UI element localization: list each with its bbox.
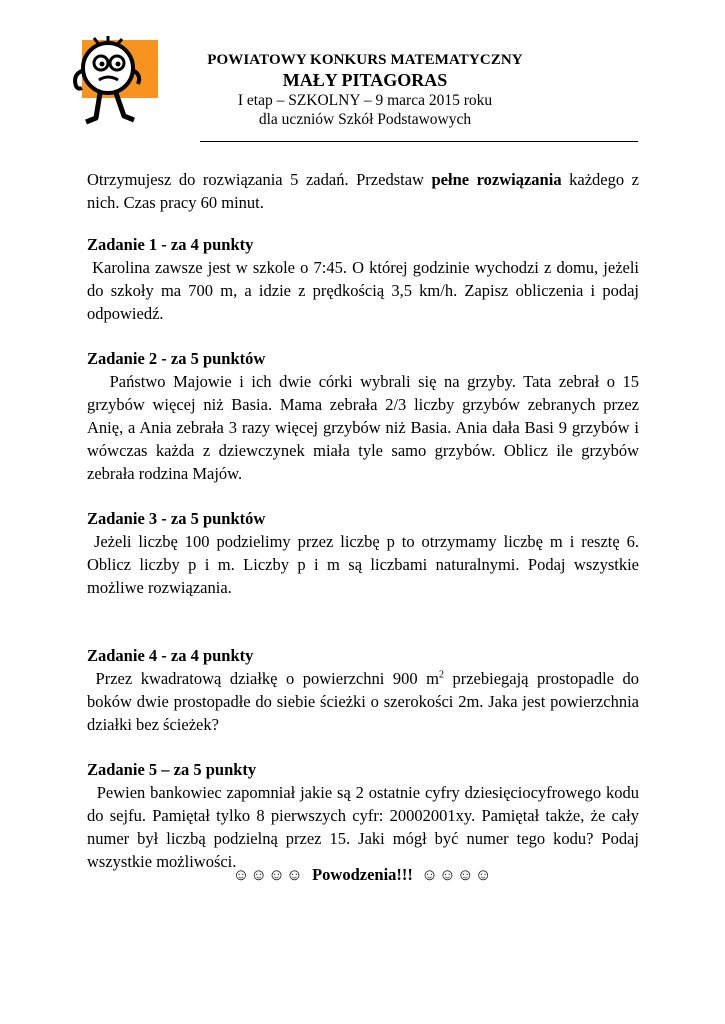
task-1-title: Zadanie 1 - za 4 punkty bbox=[87, 235, 254, 254]
task-1 bbox=[87, 233, 644, 325]
task-5-title: Zadanie 5 – za 5 punkty bbox=[87, 760, 257, 779]
instructions-text-end: każdego z nich. Czas pracy 60 minut. bbox=[87, 170, 639, 212]
contest-name: POWIATOWY KONKURS MATEMATYCZNY bbox=[207, 52, 523, 68]
task-3-text: Jeżeli liczbę 100 podzielimy przez liczbę p to otrzymamy liczbę m i resztę 6. Oblicz liczby p i m. Liczby p i m są liczbami naturalnymi. Podaj wszystkie możliwe rozwiązania. bbox=[87, 532, 644, 597]
instructions bbox=[87, 168, 639, 214]
pitagoras-mascot-icon bbox=[68, 36, 168, 131]
task-4 bbox=[87, 644, 644, 736]
header-divider bbox=[200, 141, 638, 142]
task-2-title: Zadanie 2 - za 5 punktów bbox=[87, 349, 266, 368]
smiley-icons-right: ☺☺☺☺ bbox=[421, 865, 493, 884]
task-4-text-end: przebiegają prostopadle do boków dwie prostopadłe do siebie ścieżki o szerokości 2m. Jaka jest powierzchnia działki bez ścieżek? bbox=[87, 669, 644, 734]
instructions-emphasis: pełne rozwiązania bbox=[431, 170, 562, 189]
good-luck-footer bbox=[0, 865, 725, 885]
task-sheet bbox=[87, 168, 644, 873]
contest-header bbox=[190, 52, 540, 129]
contest-audience: dla uczniów Szkół Podstawowych bbox=[258, 111, 472, 128]
task-2 bbox=[87, 347, 644, 485]
task-5-text: Pewien bankowiec zapomniał jakie są 2 ostatnie cyfry dziesięciocyfrowego kodu do sejfu. Pamiętał tylko 8 pierwszych cyfr: 20002001xy. Pamiętał także, że cały numer był liczbą podzielną przez 15. Jaki mógł być numer tego kodu? Podaj wszystkie możliwości. bbox=[87, 783, 644, 871]
task-4-text-start: Przez kwadratową działkę o powierzchni 900 m bbox=[87, 669, 439, 688]
good-luck-text: Powodzenia!!! bbox=[312, 865, 413, 884]
task-4-title: Zadanie 4 - za 4 punkty bbox=[87, 646, 254, 665]
smiley-icons-left: ☺☺☺☺ bbox=[232, 865, 304, 884]
instructions-text: Otrzymujesz do rozwiązania 5 zadań. Przedstaw bbox=[87, 170, 432, 189]
contest-title: MAŁY PITAGORAS bbox=[282, 70, 448, 90]
task-4-text bbox=[87, 667, 644, 736]
task-3 bbox=[87, 507, 644, 599]
task-4-exponent: 2 bbox=[438, 669, 444, 681]
task-2-text: Państwo Majowie i ich dwie córki wybrali się na grzyby. Tata zebrał o 15 grzybów więcej niż Basia. Mama zebrała 2/3 liczby grzybów zebranych przez Anię, a Ania zebrała 3 razy więcej grzybów niż Basia. Ania dała Basi 9 grzybów i wówczas każda z dziewczynek miała tyle samo grzybów. Oblicz ile grzybów zebrała rodzina Majów. bbox=[87, 372, 644, 483]
task-5 bbox=[87, 758, 644, 873]
task-1-text: Karolina zawsze jest w szkole o 7:45. O której godzinie wychodzi z domu, jeżeli do szkoły ma 700 m, a idzie z prędkością 3,5 km/h. Zapisz obliczenia i podaj odpowiedź. bbox=[87, 258, 644, 323]
task-3-title: Zadanie 3 - za 5 punktów bbox=[87, 509, 266, 528]
contest-stage-date: I etap – SZKOLNY – 9 marca 2015 roku bbox=[237, 92, 493, 109]
